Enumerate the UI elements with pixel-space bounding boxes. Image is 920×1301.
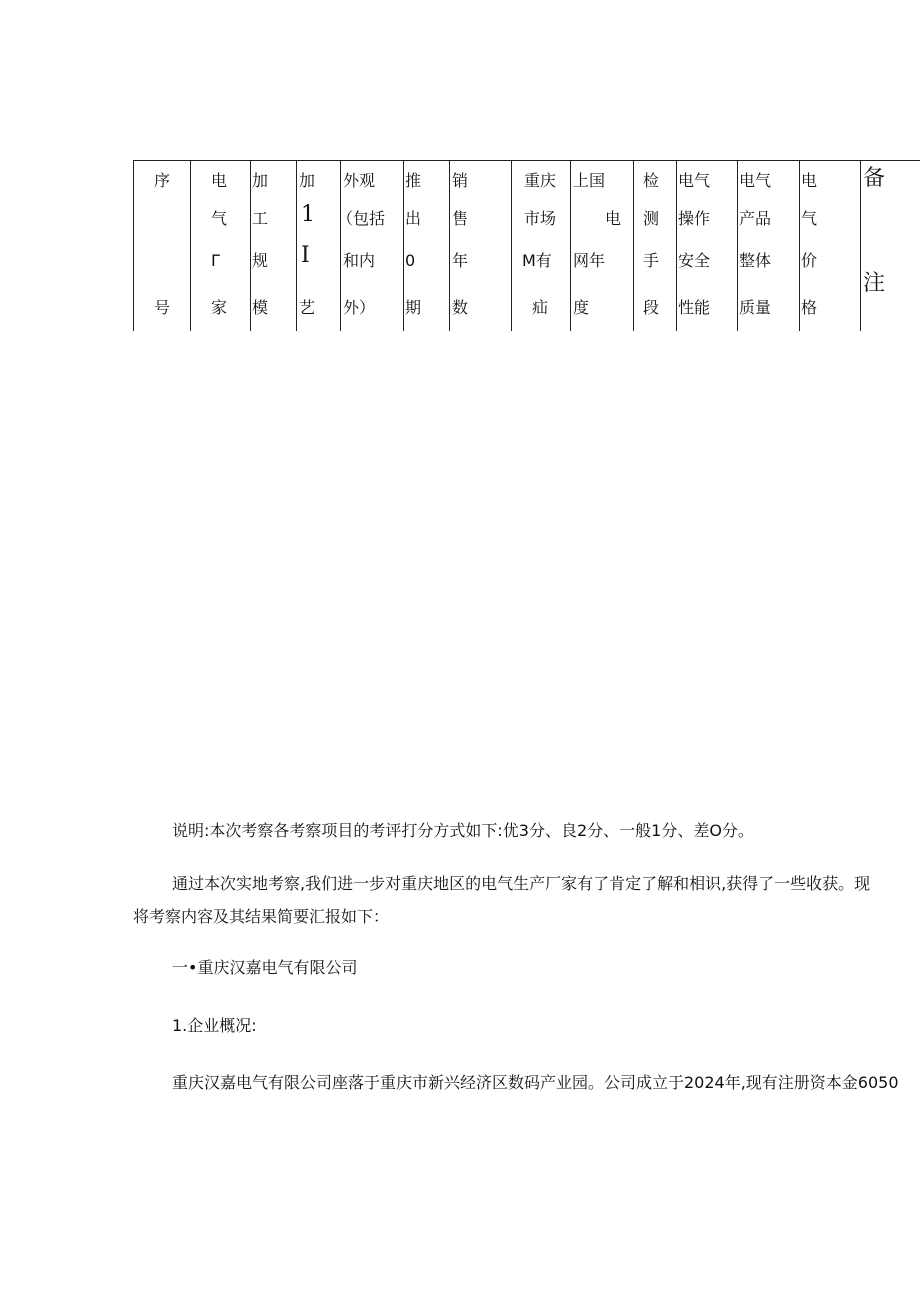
header-text: 上国 [573,171,606,190]
header-text: 产品 [739,209,772,228]
table-header-cell [860,161,920,331]
header-text: 电 [211,171,228,190]
header-text: 气 [801,209,818,228]
table-header-cell [403,161,449,331]
company-overview-paragraph: 重庆汉嘉电气有限公司座落于重庆市新兴经济区数码产业园。公司成立于2024年,现有注册资本金6050 [172,1073,899,1092]
header-text: 疝 [532,298,549,317]
section-title: 一•重庆汉嘉电气有限公司 [172,958,358,977]
scoring-note: 说明:本次考察各考察项目的考评打分方式如下:优3分、良2分、一般1分、差O分。 [172,821,754,840]
header-text: 艺 [299,298,316,317]
header-text: 操作 [678,209,711,228]
header-text: （包括 [337,209,386,228]
table-header-cell [296,161,340,331]
header-text: 价 [801,251,818,270]
header-text: 工 [252,209,269,228]
table-header-cell [511,161,570,331]
header-text: 气 [211,209,228,228]
header-text: 备 [863,166,886,191]
header-text: 号 [154,298,171,317]
header-text: 手 [643,251,660,270]
header-text: 模 [252,298,269,317]
table-header-cell [190,161,250,331]
header-text: 家 [211,298,228,317]
header-text: 和内 [343,251,376,270]
header-text: 出 [405,209,422,228]
header-text: Γ [211,251,220,270]
table-header-cell [737,161,799,331]
header-text: 重庆 [524,171,557,190]
header-text: I [301,243,310,268]
table-header-cell [570,161,633,331]
header-text: 销 [452,171,469,190]
header-text: 注 [863,271,886,296]
header-text: 外观 [343,171,376,190]
header-text: 检 [643,171,660,190]
header-text: 售 [452,209,469,228]
header-text: 期 [405,298,422,317]
header-text: 网年 [573,251,606,270]
header-text: 电气 [678,171,711,190]
header-text: 加 [299,171,316,190]
header-text: M有 [522,251,552,270]
header-text: 推 [405,171,422,190]
header-text: 格 [801,298,818,317]
header-text: 数 [452,298,469,317]
table-header-row [133,160,920,331]
header-text: 安全 [678,251,711,270]
header-text: 测 [643,209,660,228]
subsection-title: 1.企业概况: [172,1016,257,1035]
header-text: 段 [643,298,660,317]
header-text: 质量 [739,298,772,317]
header-text: 整体 [739,251,772,270]
intro-paragraph-line-2: 将考察内容及其结果简要汇报如下： [133,907,390,926]
header-text: 电气 [739,171,772,190]
table-header-cell [250,161,296,331]
table-header-cell [676,161,737,331]
table-header-cell [337,161,403,331]
table-header-cell [799,161,860,331]
header-text: 度 [573,298,590,317]
intro-paragraph-line-1: 通过本次实地考察,我们进一步对重庆地区的电气生产厂家有了肯定了解和相识,获得了一些收获。现 [172,874,871,893]
header-text: 外） [343,298,376,317]
header-text: 市场 [524,209,557,228]
table-header-cell [133,161,190,331]
header-text: 规 [252,251,269,270]
header-text: 加 [252,171,269,190]
header-text: 年 [452,251,469,270]
header-text: 序 [154,171,171,190]
header-text: 性能 [678,298,711,317]
table-header-cell [449,161,511,331]
header-text: 1 [301,202,315,227]
header-text: 电 [801,171,818,190]
header-text: 电 [605,209,622,228]
header-text: 0 [405,251,416,270]
table-header-cell [633,161,676,331]
